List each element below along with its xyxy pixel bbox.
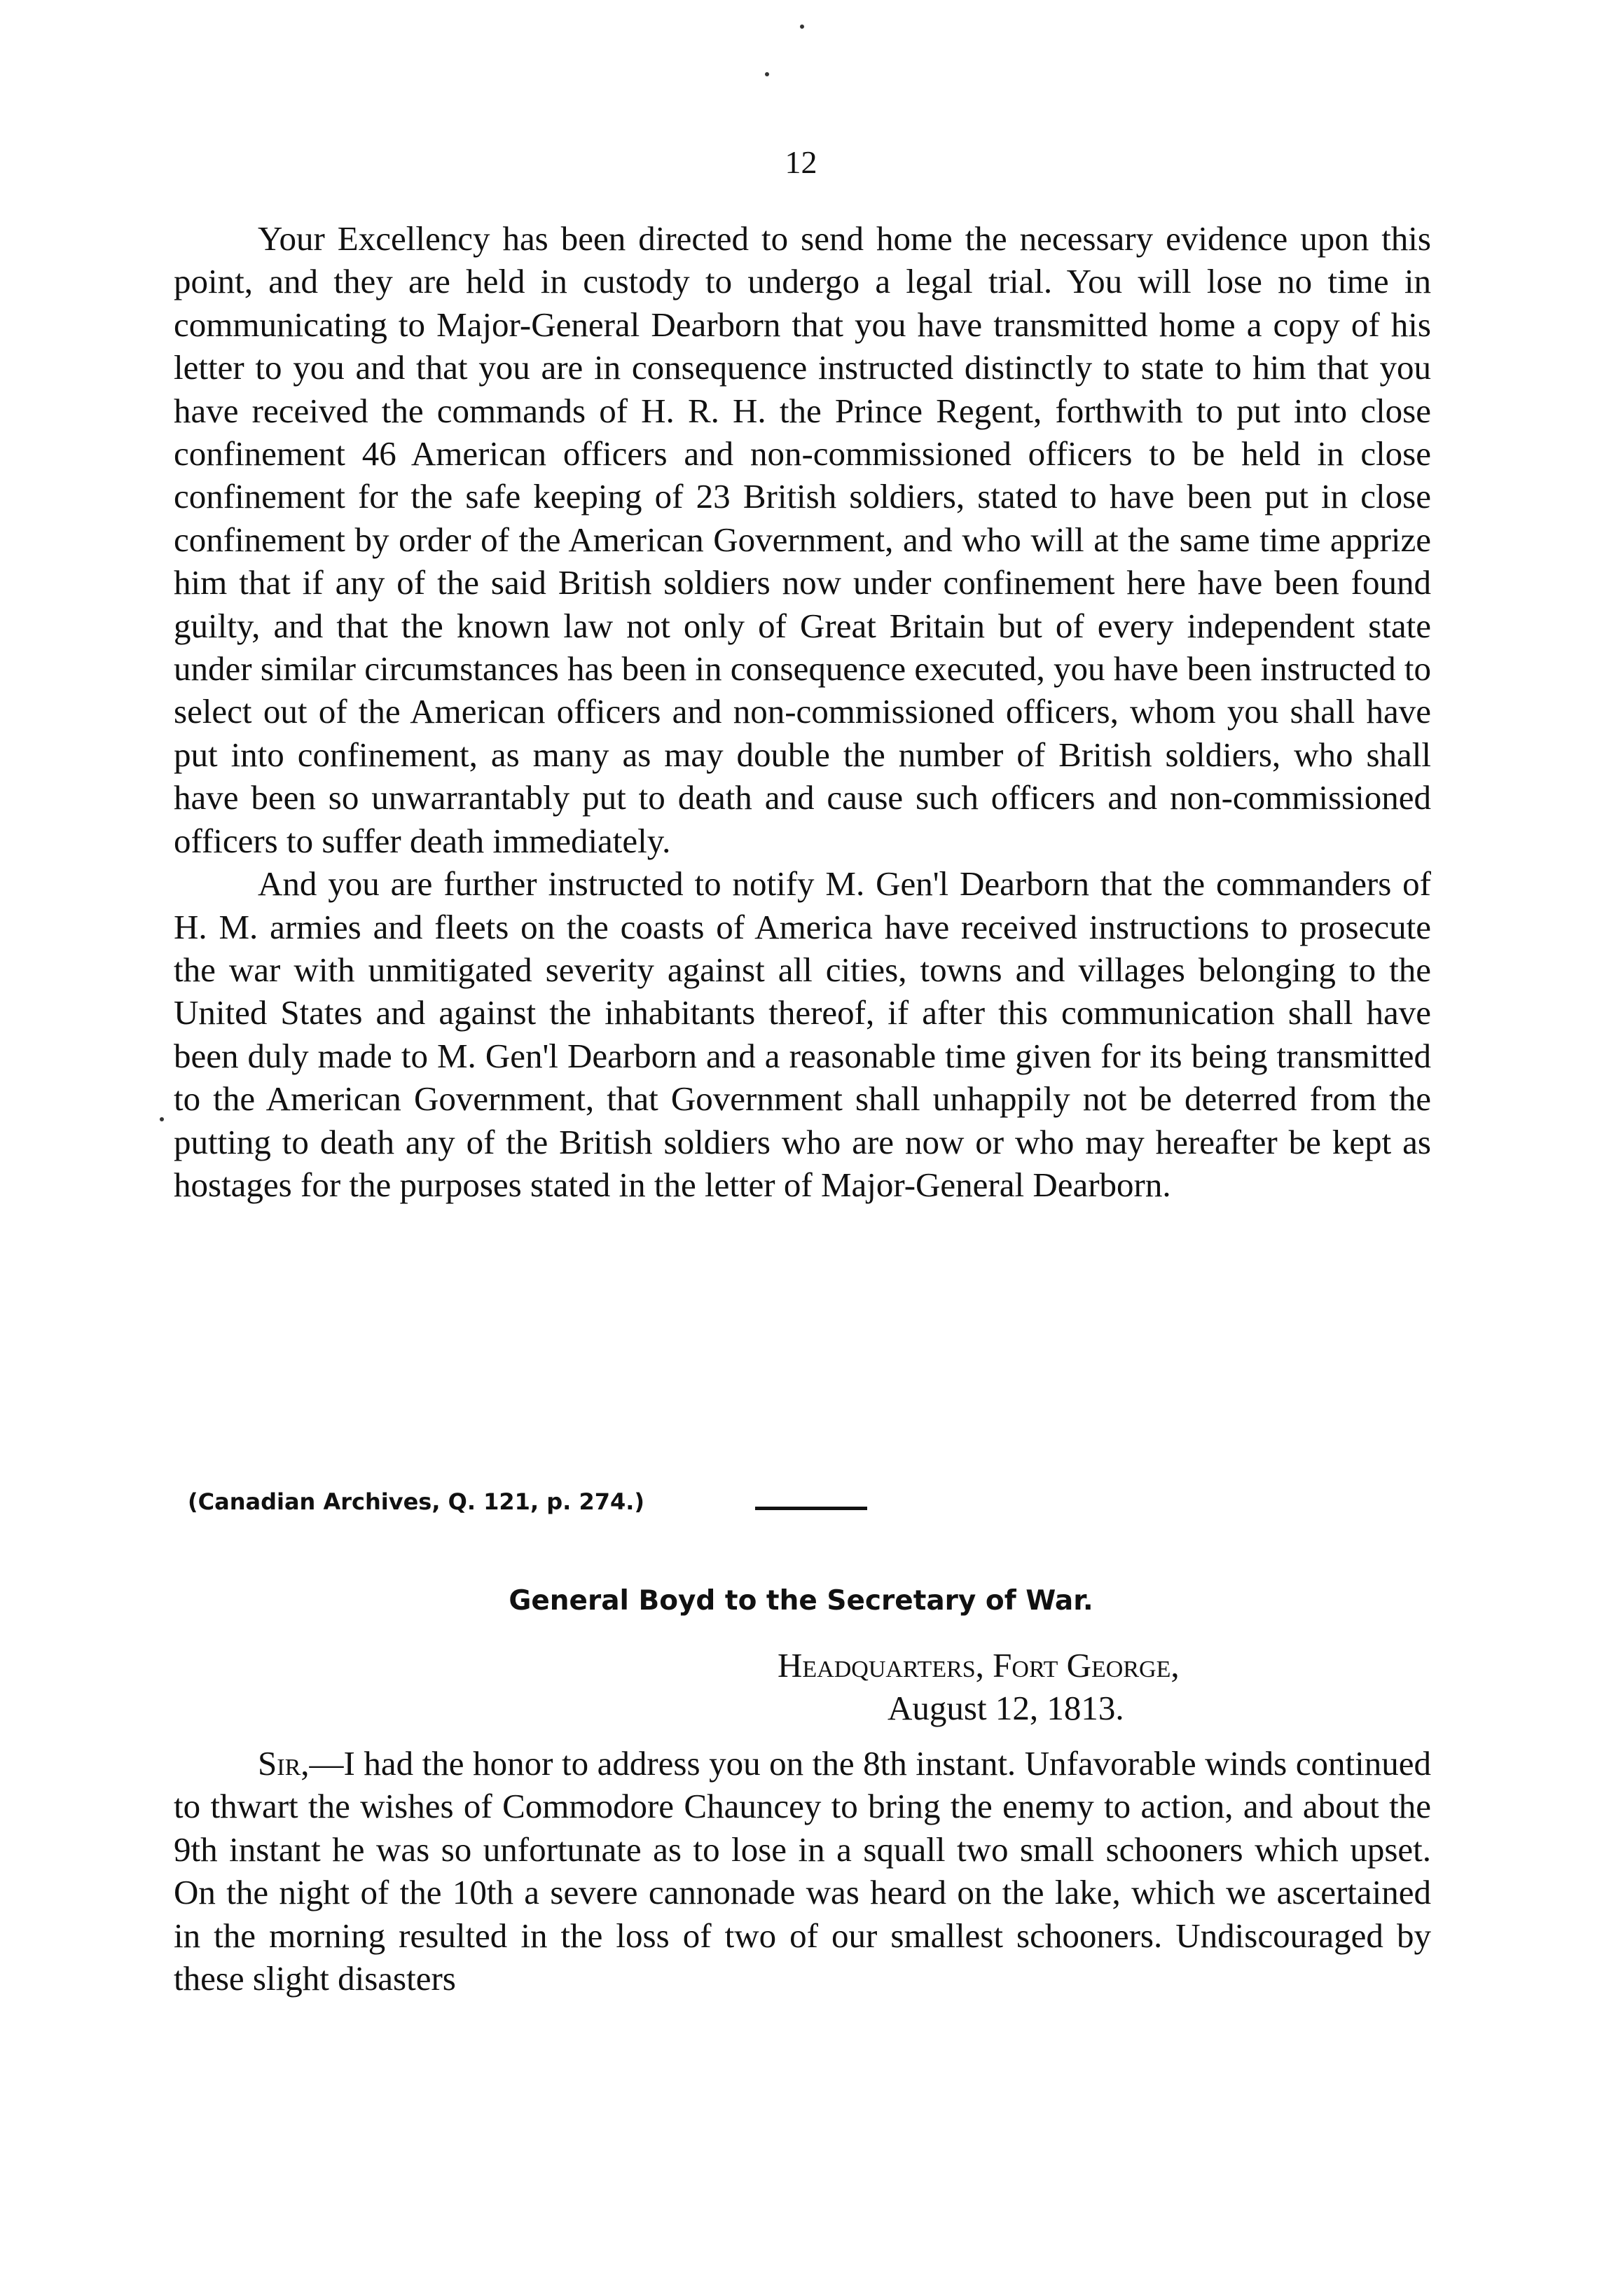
- letter-heading: General Boyd to the Secretary of War.: [509, 1585, 1093, 1617]
- letter-text: —I had the honor to address you on the 8th instant. Unfavorable winds continued to thwart the wishes of Commodore Chauncey to bring the enemy to action, and about the 9th instant he was so unfortunate as to lose in a squall two small schooners which upset. On the night of the 10th a severe cannonade was heard on the lake, which we ascertained in the morning resulted in the loss of two of our smallest schooners. Undiscouraged by these slight disasters: [174, 1744, 1431, 1998]
- scan-speck: [765, 72, 769, 76]
- scan-speck: [160, 1117, 164, 1121]
- dateline-date: August 12, 1813.: [888, 1689, 1124, 1727]
- scan-speck: [800, 25, 804, 29]
- section-divider: [755, 1507, 867, 1510]
- paragraph: And you are further instructed to notify M. Gen'l Dearborn that the commanders of H. M. armies and fleets on the coasts of America have received instructions to prosecute the war with unmitigated severity against all cities, towns and villages belonging to the United States and against the inhabitants thereof, if after this communication shall have been duly made to M. Gen'l Dearborn and a reasonable time given for its being transmitted to the American Government, that Government shall unhappily not be deterred from the putting to death any of the British soldiers who are now or who may hereafter be kept as hostages for the purposes stated in the letter of Major-General Dearborn.: [174, 864, 1431, 1204]
- paragraph: Your Excellency has been directed to send home the necessary evidence upon this point, and they are held in custody to undergo a legal trial. You will lose no time in communicating to Major-General Dearborn that you have transmitted home a copy of his letter to you and that you are in consequence instructed distinctly to state to him that you have received the commands of H. R. H. the Prince Regent, forthwith to put into close confinement 46 American officers and non-commissioned officers to be held in close confinement for the safe keeping of 23 British soldiers, stated to have been put in close confinement by order of the American Government, and who will at the same time apprize him that if any of the said British soldiers now under confinement here have been found guilty, and that the known law not only of Great Britain but of every independent state under similar circumstances has been in consequence executed, you have been instructed to select out of the American officers and non-commissioned officers, whom you shall have put into confinement, as many as may double the number of British soldiers, who shall have been so unwarrantably put to death and cause such officers and non-commissioned officers to suffer death immediately.: [174, 219, 1431, 860]
- salutation: Sir,: [258, 1744, 310, 1783]
- paragraph: [174, 1742, 1431, 2000]
- source-citation: (Canadian Archives, Q. 121, p. 274.): [188, 1488, 645, 1515]
- letter-body: [174, 1742, 1431, 2000]
- dateline-place: Headquarters, Fort George,: [778, 1646, 1180, 1685]
- body-text-section: [174, 217, 1431, 1206]
- page-number: 12: [785, 144, 817, 180]
